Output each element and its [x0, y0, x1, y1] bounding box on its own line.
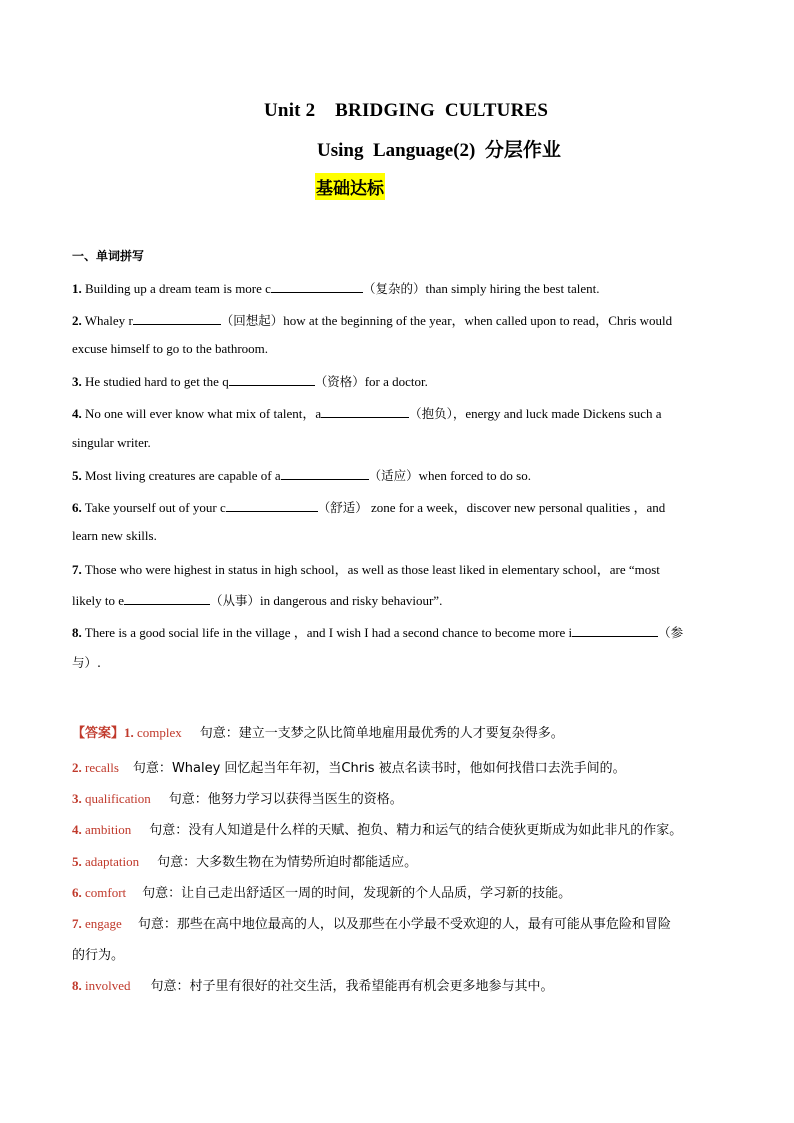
answer-number: 1. [124, 725, 134, 740]
blank-letter: e [118, 593, 124, 608]
question-text: Whaley [81, 313, 129, 328]
answer-8 [72, 975, 752, 994]
answer-word: complex [137, 725, 182, 740]
blank-letter: a [274, 468, 281, 483]
blank-line [271, 280, 363, 293]
answer-number: 7. [72, 916, 82, 931]
answer-blank[interactable] [275, 468, 369, 483]
answer-blank[interactable] [315, 406, 409, 421]
chinese-hint: （资格） [314, 374, 365, 389]
answer-3 [72, 788, 752, 807]
answer-number: 6. [72, 885, 82, 900]
section-heading: 一、单词拼写 [72, 249, 145, 263]
blank-line [133, 312, 221, 325]
question-text: Building up a dream team is more [81, 281, 266, 296]
answer-blank[interactable] [265, 281, 363, 296]
blank-letter: r [128, 313, 133, 328]
question-text: He studied hard to get the [81, 374, 223, 389]
answer-translation: 让自己走出舒适区一周的时间，发现新的个人品质，学习新的技能。 [181, 886, 572, 901]
blank-letter: i [568, 625, 573, 640]
question-text: how at the beginning of the year，when called upon to read，Chris would [283, 313, 673, 328]
answer-translation: 那些在高中地位最高的人，以及那些在小学最不受欢迎的人，最有可能从事危险和冒险 [176, 917, 671, 932]
answer-translation: 他努力学习以获得当医生的资格。 [207, 792, 403, 807]
answer-word: engage [85, 916, 122, 931]
answer-number: 8. [72, 978, 82, 993]
blank-line [572, 624, 658, 637]
answer-label: 句意： [137, 917, 177, 932]
question-1 [72, 279, 724, 297]
blank-letter: a [315, 406, 322, 421]
level-badge: 基础达标 [315, 173, 385, 200]
answer-word: qualification [85, 791, 151, 806]
question-5 [72, 466, 724, 484]
answer-label: 句意： [199, 726, 239, 741]
blank-line [229, 373, 315, 386]
chinese-hint: （回想起） [220, 313, 284, 328]
question-8 [72, 622, 724, 641]
lesson-title: Using Language(2) 分层作业 [317, 140, 561, 161]
answer-number: 5. [72, 854, 82, 869]
answer-number: 2. [72, 760, 82, 775]
chinese-hint: （从事） [210, 593, 261, 608]
answer-translation: 建立一支梦之队比简单地雇用最优秀的人才要复杂得多。 [238, 726, 564, 741]
chinese-hint: （复杂的） [362, 281, 426, 296]
answer-blank[interactable] [128, 313, 220, 328]
question-8-continued: 与）. [72, 655, 101, 670]
answer-7-continued: 的行为。 [72, 947, 125, 962]
blank-line [321, 405, 409, 418]
answer-6 [72, 882, 752, 901]
question-4 [72, 403, 724, 422]
answer-word: ambition [85, 822, 132, 837]
answer-blank[interactable] [568, 625, 658, 640]
answer-label: 句意： [150, 979, 190, 994]
question-6-continued: learn new skills. [72, 528, 157, 543]
question-number: 1. [72, 281, 82, 296]
question-text: for a doctor. [364, 374, 428, 389]
question-text: Those who were highest in status in high school，as well as those least liked in elementary school，are “most [81, 562, 660, 577]
blank-letter: q [222, 374, 229, 389]
question-text: likely to [72, 593, 119, 608]
answer-label: 句意： [142, 886, 182, 901]
question-text: Most living creatures are capable of [81, 468, 275, 483]
question-number: 7. [72, 562, 82, 577]
question-text: energy and luck made Dickens such a [465, 406, 662, 421]
answer-translation: Whaley 回忆起当年年初，当Chris 被点名读书时，他如何找借口去洗手间的。 [171, 761, 626, 776]
question-7-continued [72, 591, 724, 609]
blank-letter: c [265, 281, 271, 296]
question-text: There is a good social life in the village ，and I wish I had a second chance to become more [81, 625, 569, 640]
answer-word: recalls [85, 760, 119, 775]
question-6 [72, 497, 724, 516]
question-text: than simply hiring the best talent. [425, 281, 600, 296]
question-number: 5. [72, 468, 82, 483]
answer-word: comfort [85, 885, 127, 900]
question-number: 8. [72, 625, 82, 640]
question-text: when forced to do so. [418, 468, 531, 483]
question-text: in dangerous and risky behaviour”. [260, 593, 443, 608]
question-2 [72, 310, 724, 329]
question-4-continued: singular writer. [72, 435, 151, 450]
answer-blank[interactable] [118, 593, 210, 608]
answer-label: 句意： [157, 855, 197, 870]
question-2-continued: excuse himself to go to the bathroom. [72, 341, 269, 356]
question-3 [72, 372, 724, 390]
answer-5 [72, 851, 752, 870]
answer-7 [72, 913, 752, 932]
answer-blank[interactable] [222, 374, 315, 389]
question-number: 4. [72, 406, 82, 421]
answer-1 [72, 722, 752, 741]
answer-word: adaptation [85, 854, 140, 869]
question-number: 2. [72, 313, 82, 328]
question-number: 3. [72, 374, 82, 389]
answer-blank[interactable] [220, 500, 318, 515]
blank-line [281, 467, 369, 480]
answer-word: involved [85, 978, 131, 993]
question-text: Take yourself out of your [81, 500, 220, 515]
chinese-hint: （舒适） [317, 500, 368, 515]
blank-line [226, 499, 318, 512]
blank-line [124, 592, 210, 605]
question-number: 6. [72, 500, 82, 515]
answer-translation: 大多数生物在为情势所迫时都能适应。 [196, 855, 418, 870]
chinese-hint: （抱负）， [409, 406, 466, 421]
answer-label: 句意： [168, 792, 208, 807]
blank-letter: c [219, 500, 226, 515]
chinese-hint: （适应） [368, 468, 419, 483]
question-text: zone for a week，discover new personal qualities ，and [367, 500, 666, 515]
answer-4 [72, 819, 752, 838]
answer-prefix: 【答案】 [72, 726, 125, 741]
answer-number: 4. [72, 822, 82, 837]
answer-label: 句意： [132, 761, 172, 776]
chinese-hint: （参 [658, 625, 684, 640]
answer-2 [72, 757, 752, 776]
answer-translation: 村子里有很好的社交生活，我希望能再有机会更多地参与其中。 [189, 979, 554, 994]
answer-label: 句意： [149, 823, 189, 838]
question-7 [72, 559, 724, 578]
question-text: No one will ever know what mix of talent， [81, 406, 316, 421]
unit-title: Unit 2 BRIDGING CULTURES [264, 100, 549, 121]
answer-translation: 没有人知道是什么样的天赋、抱负、精力和运气的结合使狄更斯成为如此非凡的作家。 [188, 823, 683, 838]
answer-number: 3. [72, 791, 82, 806]
